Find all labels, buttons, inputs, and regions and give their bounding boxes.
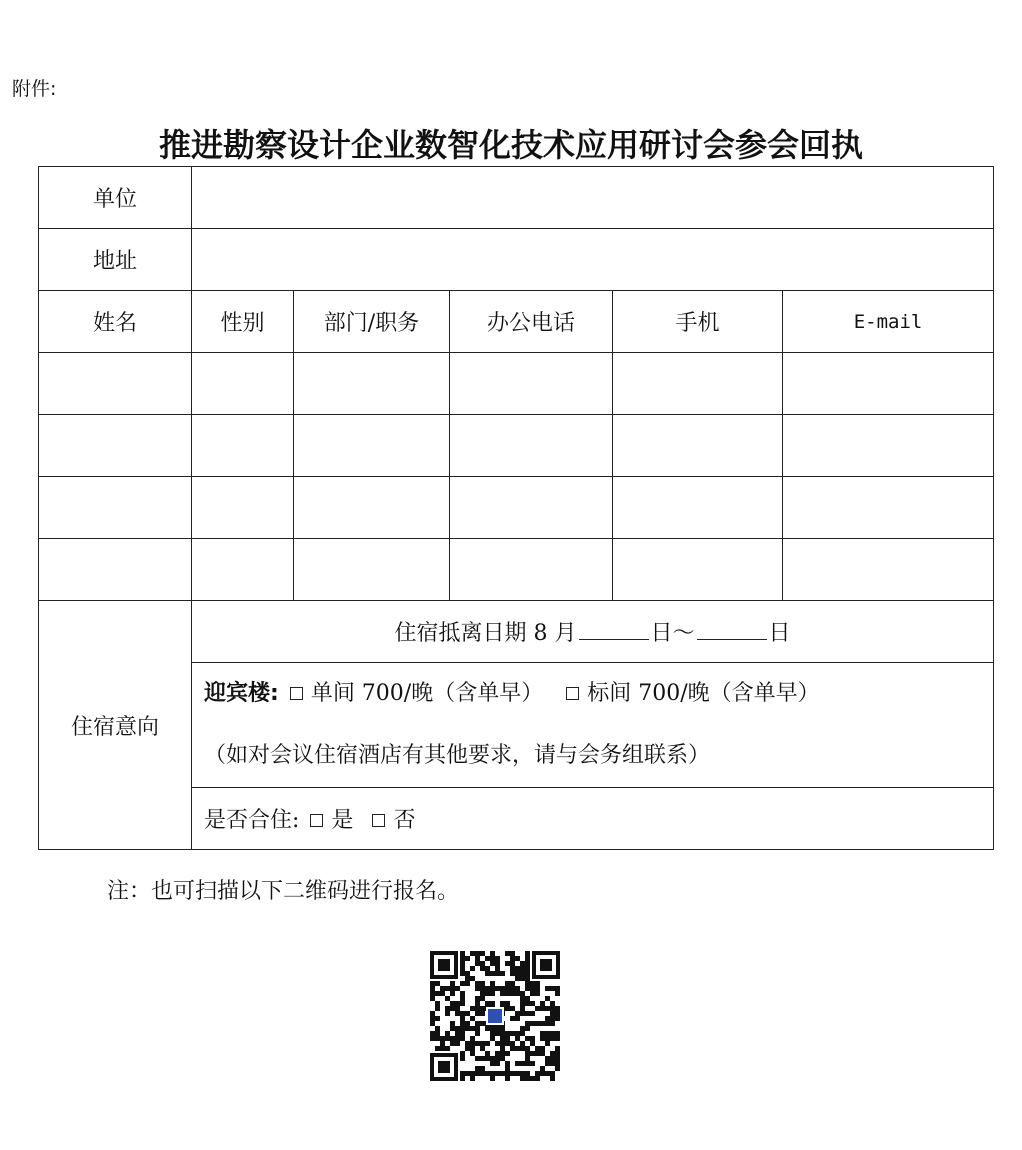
stay-dates-suffix: 日	[768, 621, 791, 646]
departure-day-blank[interactable]	[697, 619, 767, 640]
table-row	[39, 539, 994, 601]
stay-dates	[192, 601, 994, 663]
unit-label: 单位	[39, 167, 192, 229]
form-title: 推进勘察设计企业数智化技术应用研讨会参会回执	[158, 126, 863, 164]
header-gender: 性别	[192, 291, 294, 353]
header-email: E-mail	[783, 291, 994, 353]
table-row	[39, 477, 994, 539]
table-row	[39, 415, 994, 477]
cell[interactable]	[783, 477, 994, 539]
cell[interactable]	[192, 539, 294, 601]
hotel-note: （如对会议住宿酒店有其他要求，请与会务组联系）	[204, 743, 711, 768]
cell[interactable]	[450, 539, 613, 601]
cell[interactable]	[39, 477, 192, 539]
single-room-checkbox[interactable]	[290, 687, 303, 700]
scan-note: 注：也可扫描以下二维码进行报名。	[107, 879, 460, 904]
cell[interactable]	[783, 353, 994, 415]
cell[interactable]	[39, 353, 192, 415]
share-yes-label: 是	[331, 808, 354, 833]
attachment-label: 附件:	[12, 78, 57, 100]
cell[interactable]	[450, 353, 613, 415]
header-mobile: 手机	[613, 291, 783, 353]
header-row	[39, 291, 994, 353]
cell[interactable]	[294, 539, 450, 601]
hotel-options	[192, 663, 994, 788]
hotel-name: 迎宾楼:	[204, 681, 279, 706]
header-office-phone: 办公电话	[450, 291, 613, 353]
double-room-label: 标间 700/晚（含单早）	[587, 681, 820, 706]
cell[interactable]	[613, 477, 783, 539]
arrival-day-blank[interactable]	[579, 619, 649, 640]
header-name: 姓名	[39, 291, 192, 353]
cell[interactable]	[450, 415, 613, 477]
unit-field[interactable]	[192, 167, 994, 229]
cell[interactable]	[450, 477, 613, 539]
cell[interactable]	[192, 415, 294, 477]
cell[interactable]	[613, 353, 783, 415]
qr-code[interactable]	[430, 951, 560, 1081]
cell[interactable]	[192, 477, 294, 539]
cell[interactable]	[613, 539, 783, 601]
share-label: 是否合住:	[204, 808, 300, 833]
cell[interactable]	[39, 539, 192, 601]
cell[interactable]	[294, 353, 450, 415]
stay-dates-prefix: 住宿抵离日期 8 月	[394, 621, 577, 646]
address-field[interactable]	[192, 229, 994, 291]
share-yes-checkbox[interactable]	[310, 814, 323, 827]
header-dept: 部门/职务	[294, 291, 450, 353]
cell[interactable]	[192, 353, 294, 415]
table-row	[39, 353, 994, 415]
single-room-label: 单间 700/晚（含单早）	[310, 681, 544, 706]
cell[interactable]	[39, 415, 192, 477]
cell[interactable]	[294, 477, 450, 539]
cell[interactable]	[294, 415, 450, 477]
stay-dates-mid: 日～	[650, 621, 695, 646]
share-no-checkbox[interactable]	[372, 814, 385, 827]
cell[interactable]	[783, 415, 994, 477]
address-label: 地址	[39, 229, 192, 291]
cell[interactable]	[613, 415, 783, 477]
share-no-label: 否	[393, 808, 416, 833]
share-room	[192, 788, 994, 850]
accommodation-label: 住宿意向	[39, 601, 192, 850]
double-room-checkbox[interactable]	[566, 687, 579, 700]
cell[interactable]	[783, 539, 994, 601]
registration-table	[38, 166, 994, 850]
